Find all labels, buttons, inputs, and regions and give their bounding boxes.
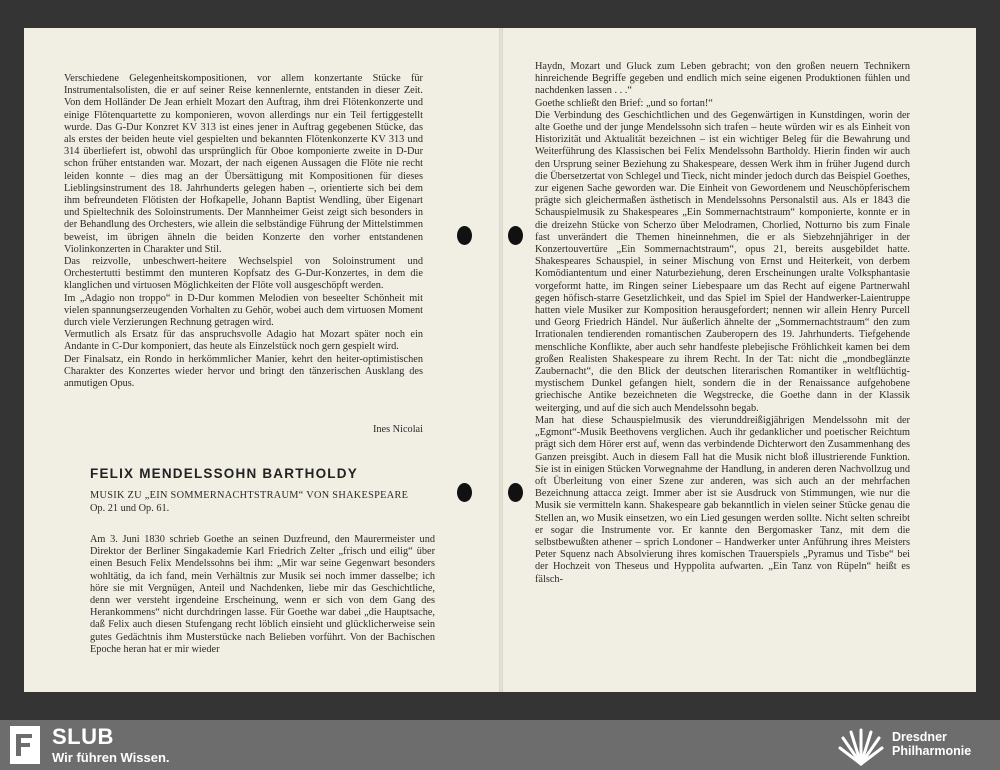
- mendelssohn-intro-text: [90, 534, 435, 656]
- philharmonie-name: [892, 730, 971, 758]
- author-signature: Ines Nicolai: [372, 424, 423, 435]
- punch-hole: [457, 226, 472, 245]
- slub-name[interactable]: SLUB: [52, 724, 114, 749]
- punch-hole: [457, 483, 472, 502]
- paragraph: Haydn, Mozart und Gluck zum Leben gebracht; von den großen neuern Technikern hinreichende Begriffe gegeben und endlich mich seine eigenen Produktionen fühlen und nachdenken lassen . . .“: [535, 61, 910, 97]
- philharmonie-line2: Philharmonie: [892, 744, 972, 758]
- composer-heading: FELIX MENDELSSOHN BARTHOLDY: [90, 466, 358, 481]
- philharmonie-logo-icon[interactable]: [838, 724, 884, 766]
- philharmonie-line1: Dresdner: [892, 730, 947, 744]
- slub-tagline: Wir führen Wissen.: [52, 750, 170, 765]
- work-opus: Op. 21 und Op. 61.: [90, 502, 170, 514]
- right-article-text: [535, 61, 910, 586]
- paragraph: Am 3. Juni 1830 schrieb Goethe an seinen Duzfreund, den Maurermeister und Direktor der Berliner Singakademie Karl Friedrich Zelter „frisch und eilig“ über einen Besuch Felix Mendelssohns bei ihm: „Mir war seine Gegenwart besonders wohltätig, da ich fand, mein Verhältnis zur Musik sei noch immer dasselbe; ich höre sie mit Vergnügen, Anteil und Nachdenken, liebe mir das Geschichtliche, denn wer versteht irgendeine Erscheinung, wenn er sich von dem Gang des Herankommens“ nicht durchdringen lasse. Für Goethe war dabei „die Hauptsache, daß Felix auch diesen Stufengang recht löblich einsieht und glücklicherweise sein gutes Gedächtnis ihm Musterstücke nach Belieben vorführt. Von der Bachischen Epoche heran hat er mir wieder: [90, 534, 435, 655]
- punch-hole: [508, 226, 523, 245]
- left-article-text: [64, 73, 423, 390]
- paragraph: Der Finalsatz, ein Rondo in herkömmlicher Manier, kehrt den heiter-optimistischen Charakter des Konzertes wieder hervor und bringt den tänzerischen Ausklang des anmutigen Opus.: [64, 353, 423, 390]
- paragraph: Vermutlich als Ersatz für das anspruchsvolle Adagio hat Mozart später noch ein Andante in C-Dur komponiert, das heute als Einzelstück noch gern gespielt wird.: [64, 329, 423, 353]
- paragraph: Goethe schließt den Brief: „und so fortan!“: [535, 97, 713, 109]
- page-fold: [499, 28, 503, 692]
- paragraph: Verschiedene Gelegenheitskompositionen, vor allem konzertante Stücke für Instrumentalsolisten, die er auf seiner Reise kennenlernte, entstanden in dieser Zeit. Von dem Holländer De Jean erhielt Mozart den Auftrag, ihm drei Flötenkonzerte und einige Flötenquartette zu komponieren, wovon allerdings nur ein Teil fertiggestellt wurde. Das G-Dur Konzret KV 313 ist eines jener in Auftrag gegebenen Stücke, das als erstes der beiden heute viel gespielten und bekannten Flötenkonzerte KV 313 und 314 überliefert ist, obwohl das ursprünglich für Oboe komponierte zweite in D-Dur schon früher entstanden war. Mozart, der nach eigenen Aussagen die Flöte nie recht leiden konnte – dies mag an der Übersättigung mit Kompositionen für dieses Lieblingsinstrument des 18. Jahrhunderts gelegen haben –, orientierte sich bei dem ihm befreundeten Flötisten der Hofkapelle, Johann Baptist Wendling, über Eigenart und Spieltechnik des Soloinstruments. Der Mannheimer Geist zeigt sich besonders in der Behandlung des Orchesters, wie allein die selbständige Führung der Mittelstimmen beweist, im übrigen ähneln die beiden Konzerte den vorher entstandenen Violinkonzerten in Charakter und Stil.: [64, 73, 423, 255]
- paragraph: Das reizvolle, unbeschwert-heitere Wechselspiel von Soloinstrument und Orchestertutti bestimmt den munteren Kopfsatz des G-Dur-Konzertes, in dem die klanglichen und virtuosen Möglichkeiten der Flöte voll ausgeschöpft werden.: [64, 256, 423, 292]
- slub-logo-icon[interactable]: [10, 726, 40, 764]
- paragraph: Die Verbindung des Geschichtlichen und des Gegenwärtigen in Kunstdingen, worin der alte Goethe und der junge Mendelssohn sich trafen – heute würden wir es als Einheit von Historizität und Aktualität bezeichnen – ist ein wichtiger Beleg für die Bewahrung und Weiterführung des Klassischen bei Felix Mendelssohn Bartholdy. Hierin finden wir auch den Ursprung seiner Beziehung zu Shakespeare, dessen Werk ihm in früher Jugend durch die Übersetzertat von Schlegel und Tieck, nicht minder jedoch durch das Beispiel Goethes, zur eigenen Sache geworden war. Die Einheit von Gewordenem und Neuschöpferischem prägte sich gleichermaßen ästhetisch in Mendelssohns Personalstil aus. Als er 1843 die Schauspielmusik zu Shakespeares „Ein Sommernachtstraum“ komponierte, konnte er in die dreizehn Stücke von Scherzo über Melodramen, Chorlied, Notturno bis zum Finale fast unverändert die Themen hineinnehmen, die er als Siebzehnjähriger in der Konzertouvertüre „Ein Sommernachtstraum“, opus 21, bereits ausgebildet hatte. Shakespeares Schauspiel, in seiner Mischung von Ernst und Heiterkeit, von derbem Komödiantentum und einer Naturbeziehung, deren Erscheinungen uralte Volksphantasie vorgeformt hatte, im Ringen seiner Liebespaare um das Recht auf eigene Partnerwahl gegen höfisch-starre Gesetzlichkeit, und das Spiel im Spiel der Handwerker-Laientruppe hatten viele Musiker zur Komposition herausgefordert; nennen wir allein Henry Purcell und Georg Friedrich Händel. Nur äußerlich ähnelte der „Sommernachtstraum“ den zum Irrationalen tendierenden romantischen Zauberopern des 19. Jahrhunderts. Tiefgehende menschliche Konflikte, aber auch sehr handfeste plebejische Fröhlichkeit kamen bei dem großen Realisten Shakespeare zu ihrem Recht. In der Tat: nicht die „mondbeglänzte Zaubernacht“, die den Blick der deutschen literarischen Romantiker in weltflüchtig-mystischem Dunkel gefangen hielt, sondern die in der Renaissance aufgehobene griechische Antike bezeichneten die Wegstrecke, die Goethe dann in der Klassik weiterging, und auf die sich auch Mendelssohn begab.: [535, 109, 910, 414]
- paragraph: Man hat diese Schauspielmusik des vierunddreißigjährigen Mendelssohn mit der „Egmont“-Musik Beethovens verglichen. Auch ihr gedanklicher und poetischer Reichtum prägt sich dem Hörer erst auf, wenn das verbindende Dichterwort den Zusammenhang des Ganzen preisgibt. Auch in diesem Fall hat die Musik nicht bloß illustrierende Funktion. Sie ist in einigen Stücken Vorwegnahme der Handlung, in anderen deren Nachvollzug und oft Überleitung von einer Szene zur anderen, was sich auch an der mehrfachen Bezeichnung attacca zeigt. Immer aber ist sie Ausdruck von Stimmungen, wie nur die Musik sie vermitteln kann. Shakespeare gab bekanntlich in vielen seiner Stücke genau die Stellen an, wo Musik einsetzen, wo ein Lied gesungen werden sollte. Nicht selten schreibt er sogar die Instrumente vor. Er kannte den Bergomasker Tanz, mit dem die selbstbewußten athener – sprich Londoner – Handwerker unter Anführung ihres Meisters Peter Squenz nach Absolvierung ihres komischen Trauerspiels „Pyramus und Tisbe“ bei der Hochzeit von Theseus und Hyppolita aufwarten. „Ein Tanz von Rüpeln“ heißt es fälsch-: [535, 414, 910, 585]
- paragraph: Im „Adagio non troppo“ in D-Dur kommen Melodien von beseelter Schönheit mit vielen spannungserzeugenden Vorhalten zu Gehör, wobei auch dem virtuosen Moment durch viele Verzierungen Rechnung getragen wird.: [64, 292, 423, 329]
- work-heading: [90, 490, 435, 515]
- punch-hole: [508, 483, 523, 502]
- work-title: MUSIK ZU „EIN SOMMERNACHTSTRAUM“ VON SHAKESPEARE: [90, 490, 409, 501]
- footer-bar: [0, 720, 1000, 770]
